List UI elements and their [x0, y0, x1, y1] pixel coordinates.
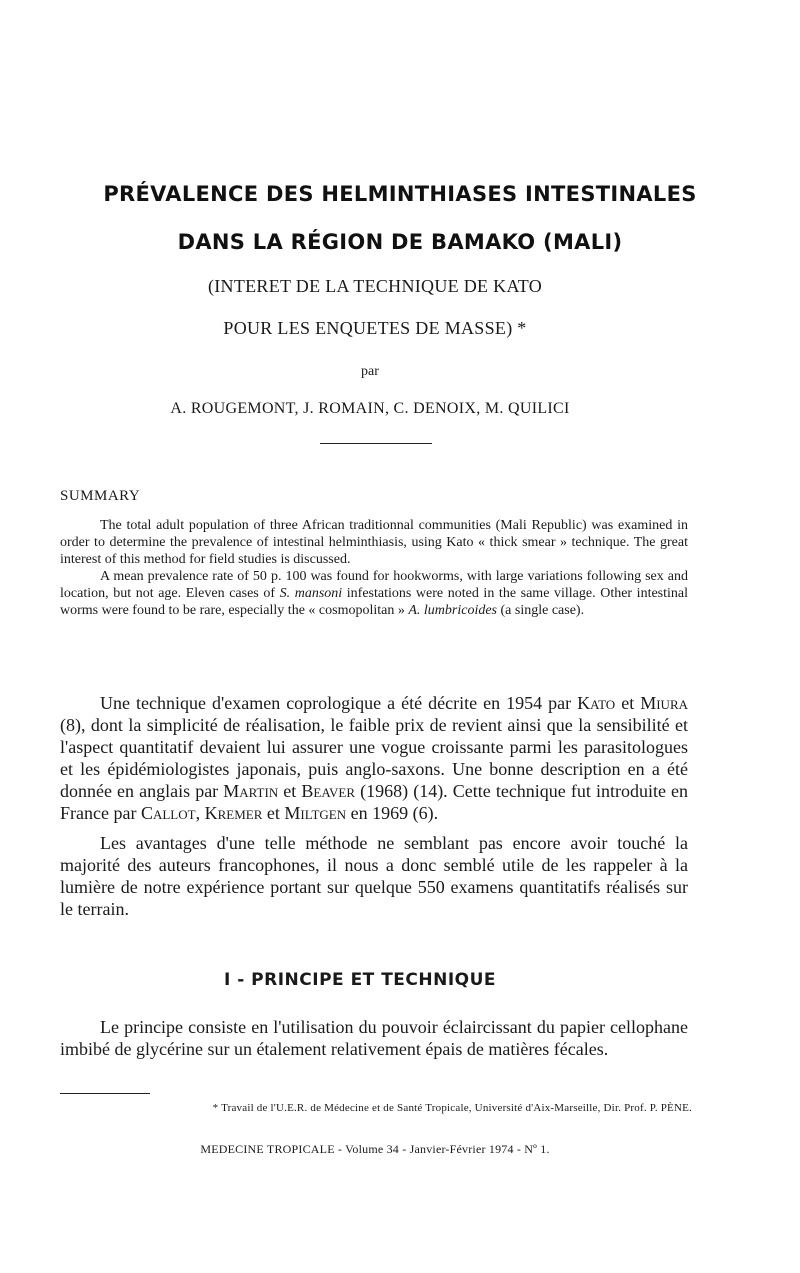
footnote-divider	[60, 1093, 150, 1094]
body-text: et	[615, 693, 641, 713]
summary-paragraph-1: The total adult population of three African traditionnal communities (Mali Republic) was examined in order to determine the prevalence of intestinal helminthiasis, using Kato « thick smear » technique. The great interest of this method for field studies is discussed.	[60, 518, 688, 567]
author-citation: Martin	[223, 781, 279, 801]
title-divider	[320, 443, 432, 444]
footnote: * Travail de l'U.E.R. de Médecine et de Santé Tropicale, Université d'Aix-Marseille, Dir. Prof. P. PÈNE.	[212, 1102, 692, 1114]
author-citation: Kremer	[204, 803, 263, 823]
summary-text: A mean prevalence rate of 50 p. 100 was found for hookworms, with large variations following sex and location, but not age. Eleven cases of	[60, 569, 688, 601]
summary-block	[60, 517, 688, 619]
by-line: par	[361, 364, 379, 379]
body-text: (8), dont la simplicité de réalisation, le faible prix de revient ainsi que la sensibilité et l'aspect quantitatif devaient lui assurer une vogue croissante parmi les parasitologues et les épidémiologistes japonais, puis anglo-saxons. Une bonne description en a été donnée en anglais par	[60, 715, 688, 801]
summary-heading: SUMMARY	[60, 488, 141, 504]
intro-paragraph-2: Les avantages d'une telle méthode ne semblant pas encore avoir touché la majorité des auteurs francophones, il nous a donc semblé utile de les rappeler à la lumière de notre expérience portant sur quelque 550 examens quantitatifs réalisés sur le terrain.	[60, 833, 688, 919]
body-text: en 1969 (6).	[346, 803, 439, 823]
author-citation: Callot	[140, 803, 196, 823]
section-body	[60, 1016, 688, 1060]
body-text: et	[262, 803, 285, 823]
author-citation: Beaver	[301, 781, 356, 801]
article-title-line-1: PRÉVALENCE DES HELMINTHIASES INTESTINALES	[103, 182, 697, 206]
summary-paragraph-2	[60, 568, 688, 619]
summary-text: infestations were noted in the same village. Other intestinal worms were found to be rare, especially the « cosmopolitan »	[60, 586, 689, 618]
author-citation: Miura	[640, 693, 688, 713]
article-title-line-2: DANS LA RÉGION DE BAMAKO (MALI)	[177, 230, 623, 254]
section-paragraph-1: Le principe consiste en l'utilisation du pouvoir éclaircissant du papier cellophane imbibé de glycérine sur un étalement relativement épais de matières fécales.	[60, 1017, 688, 1059]
species-name: A. lumbricoides	[408, 603, 497, 618]
section-heading: I - PRINCIPE ET TECHNIQUE	[223, 970, 497, 990]
author-citation: Kato	[577, 693, 616, 713]
article-subtitle-line-1: (INTERET DE LA TECHNIQUE DE KATO	[207, 276, 543, 296]
intro-paragraph-1	[60, 692, 688, 824]
summary-text: (a single case).	[497, 603, 585, 618]
body-text: et	[278, 781, 302, 801]
introduction	[60, 692, 688, 920]
authors: A. ROUGEMONT, J. ROMAIN, C. DENOIX, M. QUILICI	[170, 400, 570, 417]
journal-footer: MEDECINE TROPICALE - Volume 34 - Janvier-Février 1974 - Nº 1.	[200, 1142, 550, 1156]
body-text: Une technique d'examen coprologique a été décrite en 1954 par	[100, 693, 578, 713]
article-subtitle-line-2: POUR LES ENQUETES DE MASSE) *	[223, 318, 527, 338]
body-text: (1968) (14). Cette technique fut introduite en France par	[60, 781, 689, 823]
body-text: ,	[195, 803, 205, 823]
species-name: S. mansoni	[279, 586, 343, 601]
author-citation: Miltgen	[284, 803, 347, 823]
